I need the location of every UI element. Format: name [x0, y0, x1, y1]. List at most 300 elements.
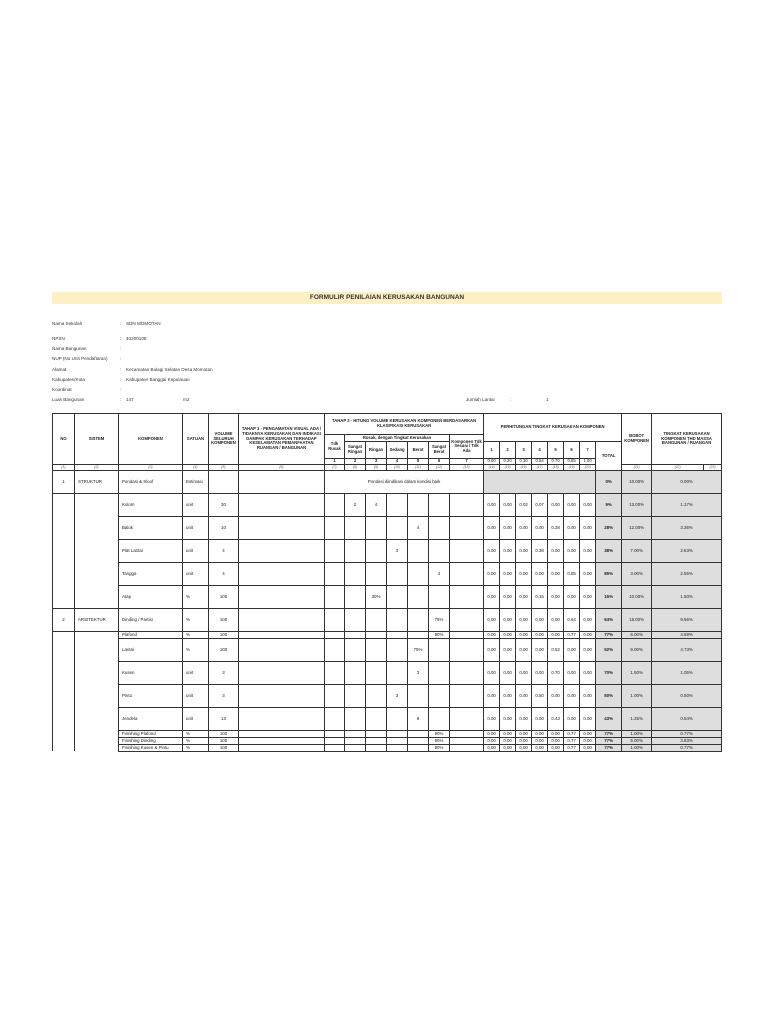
row-volume: 30 — [209, 493, 239, 516]
row-volume: 100 — [209, 608, 239, 631]
row-calc: 0.00 — [564, 493, 580, 516]
table-row — [53, 744, 722, 751]
row-calc: 0.00 — [564, 585, 580, 608]
row-sistem — [75, 493, 119, 516]
row-volume-class: 75% — [429, 608, 450, 631]
info-colon: : — [120, 397, 122, 402]
row-calc: 0.00 — [532, 744, 548, 751]
class-num: 3 — [366, 459, 387, 465]
row-komponen: Pintu — [119, 684, 183, 707]
row-calc: 0.00 — [580, 730, 596, 737]
row-volume-class — [325, 744, 345, 751]
info-colon: : — [120, 336, 122, 341]
row-calc: 0.07 — [532, 493, 548, 516]
row-tingkat: 0.77% — [652, 730, 722, 737]
row-no — [53, 730, 75, 737]
row-calc: 0.77 — [564, 737, 580, 744]
table-row — [53, 493, 722, 516]
column-index: (1) — [53, 464, 75, 470]
row-total: 77% — [596, 744, 622, 751]
row-tingkat: 2.63% — [652, 539, 722, 562]
row-calc: 0.00 — [484, 661, 500, 684]
info-value: Kabupaten Banggai Kepulauan — [126, 377, 190, 382]
row-calc: 0.00 — [500, 638, 516, 661]
info-colon: : — [120, 377, 122, 382]
row-calc: 0.00 — [500, 730, 516, 737]
row-no — [53, 684, 75, 707]
row-volume-class — [366, 562, 387, 585]
row-volume-class: 90% — [429, 737, 450, 744]
coef: 0.30 — [516, 459, 532, 465]
row-calc: 0.00 — [516, 562, 532, 585]
row-no: 2 — [53, 608, 75, 631]
row-volume-class — [345, 608, 366, 631]
row-calc: 0.15 — [532, 585, 548, 608]
info-value: SDN MOMOTAN — [126, 321, 161, 326]
row-volume-class — [325, 516, 345, 539]
jumlah-lantai-value: 1 — [546, 397, 549, 402]
row-volume-class — [408, 539, 429, 562]
table-row — [53, 631, 722, 638]
class-num: 6 — [429, 459, 450, 465]
row-total: 38% — [596, 539, 622, 562]
row-calc: 0.00 — [548, 684, 564, 707]
table-row — [53, 661, 722, 684]
row-calc-gray — [484, 470, 596, 493]
row-calc: 0.00 — [516, 737, 532, 744]
row-calc: 0.00 — [500, 493, 516, 516]
row-no — [53, 493, 75, 516]
col-volume: VOLUME SELURUH KOMPONEN — [209, 414, 239, 465]
row-tahap1 — [239, 470, 325, 493]
row-satuan: unit — [183, 562, 209, 585]
col-rusak-group: Rusak, dengan Tingkat Kerusakan — [345, 435, 450, 442]
row-volume-class: 90% — [429, 631, 450, 638]
row-satuan: unit — [183, 539, 209, 562]
col-satuan: SATUAN — [183, 414, 209, 465]
col-ringan: Ringan — [366, 442, 387, 459]
row-volume: 4 — [209, 539, 239, 562]
row-komponen: Atap — [119, 585, 183, 608]
row-volume: 100 — [209, 744, 239, 751]
row-tingkat: 1.50% — [652, 585, 722, 608]
row-calc: 0.00 — [564, 684, 580, 707]
row-satuan: % — [183, 744, 209, 751]
row-volume-class — [366, 631, 387, 638]
row-calc: 0.85 — [564, 562, 580, 585]
row-volume: 100 — [209, 638, 239, 661]
row-volume-class — [450, 516, 484, 539]
row-volume-class — [325, 638, 345, 661]
row-total: 77% — [596, 730, 622, 737]
row-calc: 0.00 — [564, 539, 580, 562]
row-volume-class: 30% — [366, 585, 387, 608]
row-tingkat: 0.50% — [652, 684, 722, 707]
row-volume-class — [408, 684, 429, 707]
row-tingkat: 3.83% — [652, 737, 722, 744]
row-volume-class — [408, 493, 429, 516]
row-calc: 0.00 — [516, 585, 532, 608]
row-bobot: 7.00% — [622, 539, 652, 562]
row-total: 77% — [596, 631, 622, 638]
row-calc: 0.00 — [484, 493, 500, 516]
row-sistem — [75, 585, 119, 608]
class-num: 7 — [450, 459, 484, 465]
row-sistem — [75, 744, 119, 751]
row-calc: 0.00 — [580, 744, 596, 751]
damage-assessment-table — [52, 413, 722, 752]
row-calc: 0.00 — [516, 684, 532, 707]
row-total: 50% — [596, 684, 622, 707]
row-volume-class — [366, 707, 387, 730]
row-calc: 0.00 — [580, 585, 596, 608]
row-calc: 0.00 — [564, 661, 580, 684]
row-volume-class — [345, 562, 366, 585]
row-volume-class — [345, 684, 366, 707]
row-volume-class — [325, 730, 345, 737]
row-satuan: unit — [183, 684, 209, 707]
column-index: (23) — [704, 464, 722, 470]
row-tingkat: 1.17% — [652, 493, 722, 516]
jumlah-lantai-colon: : — [510, 397, 512, 402]
calc-num: 5 — [548, 442, 564, 459]
row-volume-class — [345, 730, 366, 737]
table-row — [53, 684, 722, 707]
row-volume: 3 — [209, 661, 239, 684]
row-tahap1 — [239, 744, 325, 751]
row-calc: 0.00 — [580, 493, 596, 516]
row-volume-class — [450, 737, 484, 744]
row-calc: 0.00 — [500, 744, 516, 751]
row-volume-class — [387, 638, 408, 661]
col-komponen-tdk: Komponen Tdk Sesuai / Tdk Ada — [450, 435, 484, 459]
info-colon: : — [120, 387, 122, 392]
coef: 0.54 — [532, 459, 548, 465]
row-calc: 0.00 — [580, 562, 596, 585]
row-calc: 0.02 — [516, 493, 532, 516]
row-volume: 100 — [209, 737, 239, 744]
coef: 0.20 — [500, 459, 516, 465]
row-calc: 0.00 — [500, 516, 516, 539]
row-calc: 0.00 — [532, 737, 548, 744]
coef: 0.00 — [484, 459, 500, 465]
row-calc: 0.00 — [580, 638, 596, 661]
row-satuan: % — [183, 631, 209, 638]
row-volume: 100 — [209, 631, 239, 638]
calc-num: 3 — [516, 442, 532, 459]
row-satuan: % — [183, 737, 209, 744]
column-index: (21) — [622, 464, 652, 470]
row-total: 70% — [596, 661, 622, 684]
row-volume-class — [325, 585, 345, 608]
row-komponen: Finishing Dinding — [119, 737, 183, 744]
row-tahap1 — [239, 661, 325, 684]
row-volume-class: 90% — [429, 744, 450, 751]
row-calc: 0.00 — [484, 638, 500, 661]
row-satuan: % — [183, 638, 209, 661]
row-calc: 0.77 — [564, 744, 580, 751]
row-volume-class — [450, 744, 484, 751]
column-index: (10) — [387, 464, 408, 470]
row-sistem — [75, 730, 119, 737]
row-sistem — [75, 516, 119, 539]
row-volume-class — [408, 737, 429, 744]
calc-num: 7 — [580, 442, 596, 459]
row-calc: 0.00 — [484, 539, 500, 562]
info-key: Koordinat — [52, 387, 72, 392]
row-volume-class — [450, 638, 484, 661]
row-volume-class — [366, 744, 387, 751]
row-calc: 0.50 — [532, 684, 548, 707]
row-no — [53, 638, 75, 661]
row-volume-class — [345, 638, 366, 661]
row-volume-class — [387, 562, 408, 585]
row-calc: 0.00 — [580, 707, 596, 730]
row-komponen: Kolom — [119, 493, 183, 516]
row-volume-class — [345, 744, 366, 751]
row-no — [53, 661, 75, 684]
row-komponen: Plafond — [119, 631, 183, 638]
row-calc: 0.00 — [500, 707, 516, 730]
row-no — [53, 631, 75, 638]
row-total: 52% — [596, 638, 622, 661]
info-key: Luas Bangunan — [52, 397, 85, 402]
row-komponen: Jendela — [119, 707, 183, 730]
row-komponen: Finishing Kusen & Pintu — [119, 744, 183, 751]
row-bobot: 1.00% — [622, 730, 652, 737]
row-calc: 0.00 — [532, 707, 548, 730]
table-row — [53, 539, 722, 562]
col-komponen: KOMPONEN — [119, 414, 183, 465]
column-index: (6) — [239, 464, 325, 470]
row-volume-class — [450, 539, 484, 562]
info-key: NPSN — [52, 336, 65, 341]
column-index: (11) — [408, 464, 429, 470]
row-volume-class — [387, 608, 408, 631]
table-row — [53, 470, 722, 493]
row-satuan: unit — [183, 493, 209, 516]
row-calc: 0.00 — [500, 562, 516, 585]
row-bobot: 9.00% — [622, 638, 652, 661]
row-calc: 0.00 — [484, 585, 500, 608]
info-key: Kabupaten/Kota — [52, 377, 85, 382]
row-volume-class — [325, 608, 345, 631]
class-num: 1 — [325, 459, 345, 465]
row-volume-class — [450, 730, 484, 737]
table-row — [53, 516, 722, 539]
row-tingkat: 9.56% — [652, 608, 722, 631]
row-volume-class — [450, 562, 484, 585]
row-total: 43% — [596, 707, 622, 730]
row-calc: 0.00 — [548, 493, 564, 516]
row-tahap1 — [239, 562, 325, 585]
column-index: (17) — [532, 464, 548, 470]
row-total: 9% — [596, 493, 622, 516]
row-no — [53, 562, 75, 585]
row-volume-class — [325, 684, 345, 707]
row-calc: 0.00 — [516, 608, 532, 631]
col-total: TOTAL — [596, 442, 622, 471]
column-index: (9) — [366, 464, 387, 470]
row-calc: 0.00 — [516, 638, 532, 661]
row-calc: 0.28 — [548, 516, 564, 539]
row-tahap1 — [239, 631, 325, 638]
row-volume-class — [325, 493, 345, 516]
column-index: (4) — [183, 464, 209, 470]
row-tahap1 — [239, 730, 325, 737]
row-sistem: ARSITEKTUR — [75, 608, 119, 631]
row-total: 28% — [596, 516, 622, 539]
row-tingkat: 2.55% — [652, 562, 722, 585]
row-calc: 0.00 — [516, 661, 532, 684]
jumlah-lantai-label: Jumlah Lantai — [466, 397, 495, 402]
row-volume-class — [345, 707, 366, 730]
info-colon: : — [120, 321, 122, 326]
row-tahap1 — [239, 493, 325, 516]
row-volume: 13 — [209, 707, 239, 730]
row-calc: 0.00 — [580, 661, 596, 684]
column-index: (12) — [429, 464, 450, 470]
row-volume-class — [345, 585, 366, 608]
row-calc: 0.00 — [564, 638, 580, 661]
class-num: 2 — [345, 459, 366, 465]
row-volume-class — [450, 493, 484, 516]
row-total: 85% — [596, 562, 622, 585]
row-bobot: 1.00% — [622, 684, 652, 707]
row-calc: 0.00 — [548, 562, 564, 585]
row-volume-class — [325, 737, 345, 744]
row-volume: 3 — [209, 684, 239, 707]
table-row — [53, 737, 722, 744]
row-bobot: 12.00% — [622, 516, 652, 539]
row-tahap1 — [239, 585, 325, 608]
coef: 0.70 — [548, 459, 564, 465]
row-volume-class: 4 — [408, 516, 429, 539]
calc-num: 1 — [484, 442, 500, 459]
row-tahap1 — [239, 516, 325, 539]
row-volume: 100 — [209, 730, 239, 737]
col-sistem: SISTEM — [75, 414, 119, 465]
column-index: (14) — [484, 464, 500, 470]
row-calc: 0.00 — [500, 631, 516, 638]
row-calc: 0.77 — [564, 631, 580, 638]
row-total: 15% — [596, 585, 622, 608]
row-volume-class — [429, 661, 450, 684]
info-colon: : — [120, 346, 122, 351]
row-calc: 0.00 — [500, 684, 516, 707]
row-komponen: Balok — [119, 516, 183, 539]
row-volume-class — [450, 585, 484, 608]
row-calc: 0.00 — [484, 737, 500, 744]
info-value: Kecamatan Bulagi Selatan Desa Momotan — [126, 367, 213, 372]
row-calc: 0.00 — [484, 730, 500, 737]
row-calc: 0.00 — [532, 730, 548, 737]
row-tingkat: 0.54% — [652, 707, 722, 730]
row-volume-class — [450, 661, 484, 684]
row-calc: 0.00 — [516, 631, 532, 638]
row-tahap1 — [239, 684, 325, 707]
row-calc: 0.00 — [484, 516, 500, 539]
row-volume-class: 3 — [408, 661, 429, 684]
row-volume-class — [408, 730, 429, 737]
column-index: (5) — [209, 464, 239, 470]
row-calc: 0.00 — [516, 730, 532, 737]
col-tingkat: TINGKAT KERUSAKAN KOMPONEN THD MASSA BANGUNAN / RUANGAN — [652, 414, 722, 465]
row-calc: 0.00 — [548, 730, 564, 737]
row-volume-class — [325, 661, 345, 684]
row-bobot: 1.00% — [622, 744, 652, 751]
row-bobot: 3.00% — [622, 562, 652, 585]
row-volume-class — [408, 744, 429, 751]
row-bobot: 1.25% — [622, 707, 652, 730]
row-satuan: unit — [183, 707, 209, 730]
row-calc: 0.00 — [532, 638, 548, 661]
row-volume-class — [325, 562, 345, 585]
row-calc: 0.00 — [564, 516, 580, 539]
row-calc: 0.00 — [548, 737, 564, 744]
row-total: 0% — [596, 470, 622, 493]
row-tingkat: 4.59% — [652, 631, 722, 638]
row-volume-class: 90% — [429, 730, 450, 737]
row-komponen: Plat Lantai — [119, 539, 183, 562]
info-value: 40200108 — [126, 336, 147, 341]
row-bobot: 13.00% — [622, 493, 652, 516]
row-volume-class — [366, 661, 387, 684]
row-tingkat: 0.00% — [652, 470, 722, 493]
row-volume-class — [387, 661, 408, 684]
row-volume-class — [450, 608, 484, 631]
row-calc: 0.00 — [516, 539, 532, 562]
row-total: 77% — [596, 737, 622, 744]
row-volume-class — [387, 707, 408, 730]
row-calc: 0.00 — [500, 585, 516, 608]
column-index: (20) — [580, 464, 596, 470]
column-index: (13) — [450, 464, 484, 470]
row-calc: 0.00 — [580, 684, 596, 707]
row-volume-class — [408, 608, 429, 631]
row-volume-class: 2 — [345, 493, 366, 516]
table-row — [53, 707, 722, 730]
row-volume-class — [429, 638, 450, 661]
row-sistem — [75, 562, 119, 585]
info-colon: : — [120, 367, 122, 372]
row-volume-class — [387, 744, 408, 751]
row-volume-class — [429, 585, 450, 608]
row-no — [53, 585, 75, 608]
row-volume-class — [345, 631, 366, 638]
form-title: FORMULIR PENILAIAN KERUSAKAN BANGUNAN — [52, 292, 722, 304]
col-no: NO — [53, 414, 75, 465]
row-total: 64% — [596, 608, 622, 631]
row-calc: 0.70 — [548, 661, 564, 684]
row-calc: 0.38 — [532, 539, 548, 562]
row-volume-class: 4 — [366, 493, 387, 516]
coef: 0.85 — [564, 459, 580, 465]
row-sistem — [75, 707, 119, 730]
row-calc: 0.77 — [564, 730, 580, 737]
row-no: 1 — [53, 470, 75, 493]
row-volume — [209, 470, 239, 493]
row-volume-class — [387, 631, 408, 638]
row-no — [53, 516, 75, 539]
row-calc: 0.00 — [516, 744, 532, 751]
area-unit: m2 — [183, 397, 190, 402]
row-bobot: 1.50% — [622, 661, 652, 684]
row-volume-class — [408, 562, 429, 585]
col-bobot: BOBOT KOMPONEN — [622, 414, 652, 465]
column-index: (8) — [345, 464, 366, 470]
info-key: NUP (No Unit Pendaftaran) — [52, 356, 108, 361]
